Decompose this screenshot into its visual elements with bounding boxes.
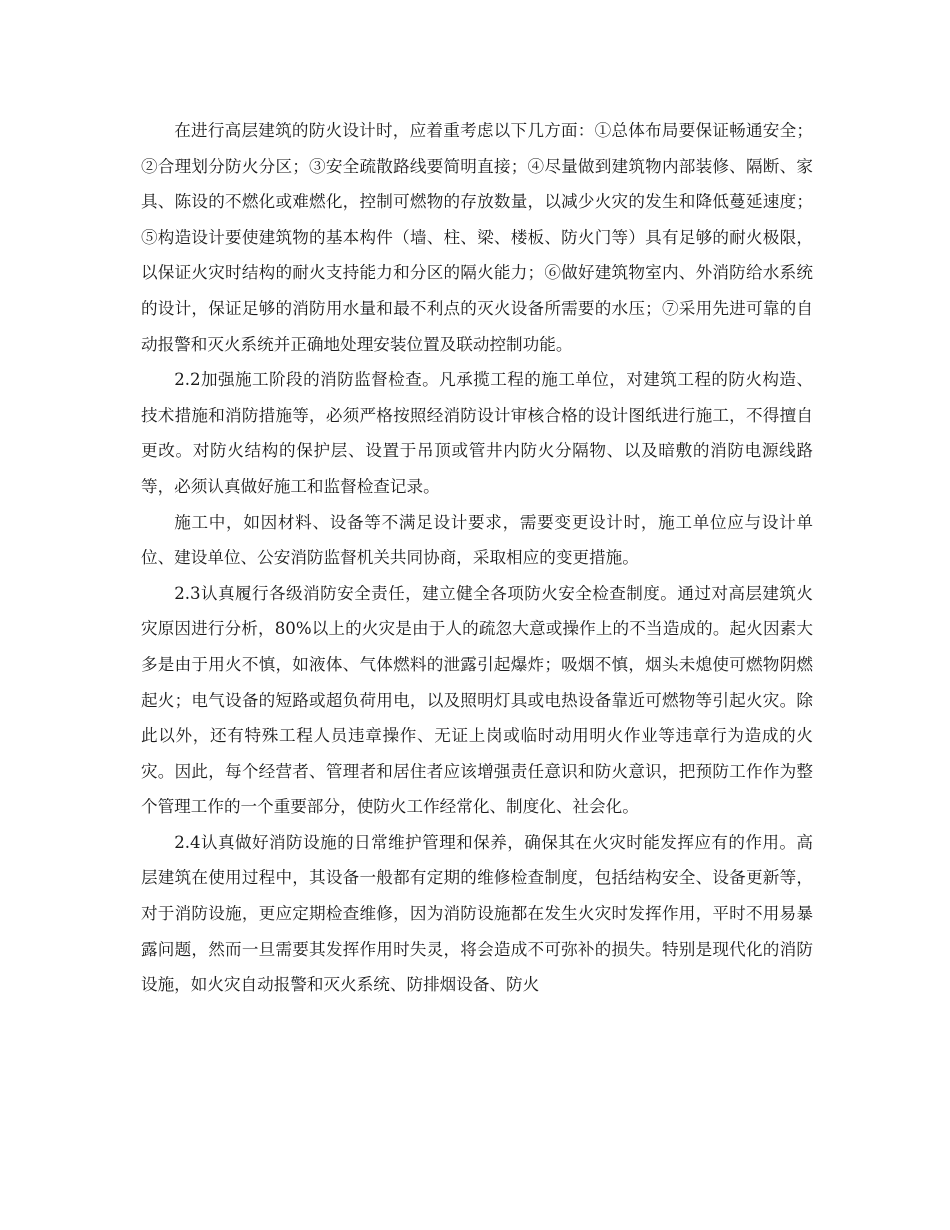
paragraph-design-change: 施工中，如因材料、设备等不满足设计要求，需要变更设计时，施工单位应与设计单位、建设单位、公安消防监督机关共同协商，采取相应的变更措施。	[141, 512, 813, 568]
paragraph-fire-design: 在进行高层建筑的防火设计时，应着重考虑以下几方面：①总体布局要保证畅通安全；②合理划分防火分区；③安全疏散路线要简明直接；④尽量做到建筑物内部装修、隔断、家具、陈设的不燃化或难燃化，控制可燃物的存放数量，以减少火灾的发生和降低蔓延速度；⑤构造设计要使建筑物的基本构件（墙、柱、梁、楼板、防火门等）具有足够的耐火极限，以保证火灾时结构的耐火支持能力和分区的隔火能力；⑥做好建筑物室内、外消防给水系统的设计，保证足够的消防用水量和最不利点的灭火设备所需要的水压；⑦采用先进可靠的自动报警和灭火系统并正确地处理安装位置及联动控制功能。	[141, 121, 813, 354]
paragraph-safety-responsibility: 2.3认真履行各级消防安全责任，建立健全各项防火安全检查制度。通过对高层建筑火灾原因进行分析，80%以上的火灾是由于人的疏忽大意或操作上的不当造成的。起火因素大多是由于用火不慎，如液体、气体燃料的泄露引起爆炸；吸烟不慎，烟头未熄使可燃物阴燃起火；电气设备的短路或超负荷用电，以及照明灯具或电热设备靠近可燃物等引起火灾。除此以外，还有特殊工程人员违章操作、无证上岗或临时动用明火作业等违章行为造成的火灾。因此，每个经营者、管理者和居住者应该增强责任意识和防火意识，把预防工作作为整个管理工作的一个重要部分，使防火工作经常化、制度化、社会化。	[141, 583, 813, 817]
document-body	[141, 113, 813, 1003]
paragraph-facility-maintenance: 2.4认真做好消防设施的日常维护管理和保养，确保其在火灾时能发挥应有的作用。高层建筑在使用过程中，其设备一般都有定期的维修检查制度，包括结构安全、设备更新等，对于消防设施，更应定期检查维修，因为消防设施都在发生火灾时发挥作用，平时不用易暴露问题，然而一旦需要其发挥作用时失灵，将会造成不可弥补的损失。特别是现代化的消防设施，如火灾自动报警和灭火系统、防排烟设备、防火	[141, 832, 813, 995]
paragraph-construction-supervision: 2.2加强施工阶段的消防监督检查。凡承揽工程的施工单位，对建筑工程的防火构造、技术措施和消防措施等，必须严格按照经消防设计审核合格的设计图纸进行施工，不得擅自更改。对防火结构的保护层、设置于吊顶或管井内防火分隔物、以及暗敷的消防电源线路等，必须认真做好施工和监督检查记录。	[141, 370, 813, 496]
